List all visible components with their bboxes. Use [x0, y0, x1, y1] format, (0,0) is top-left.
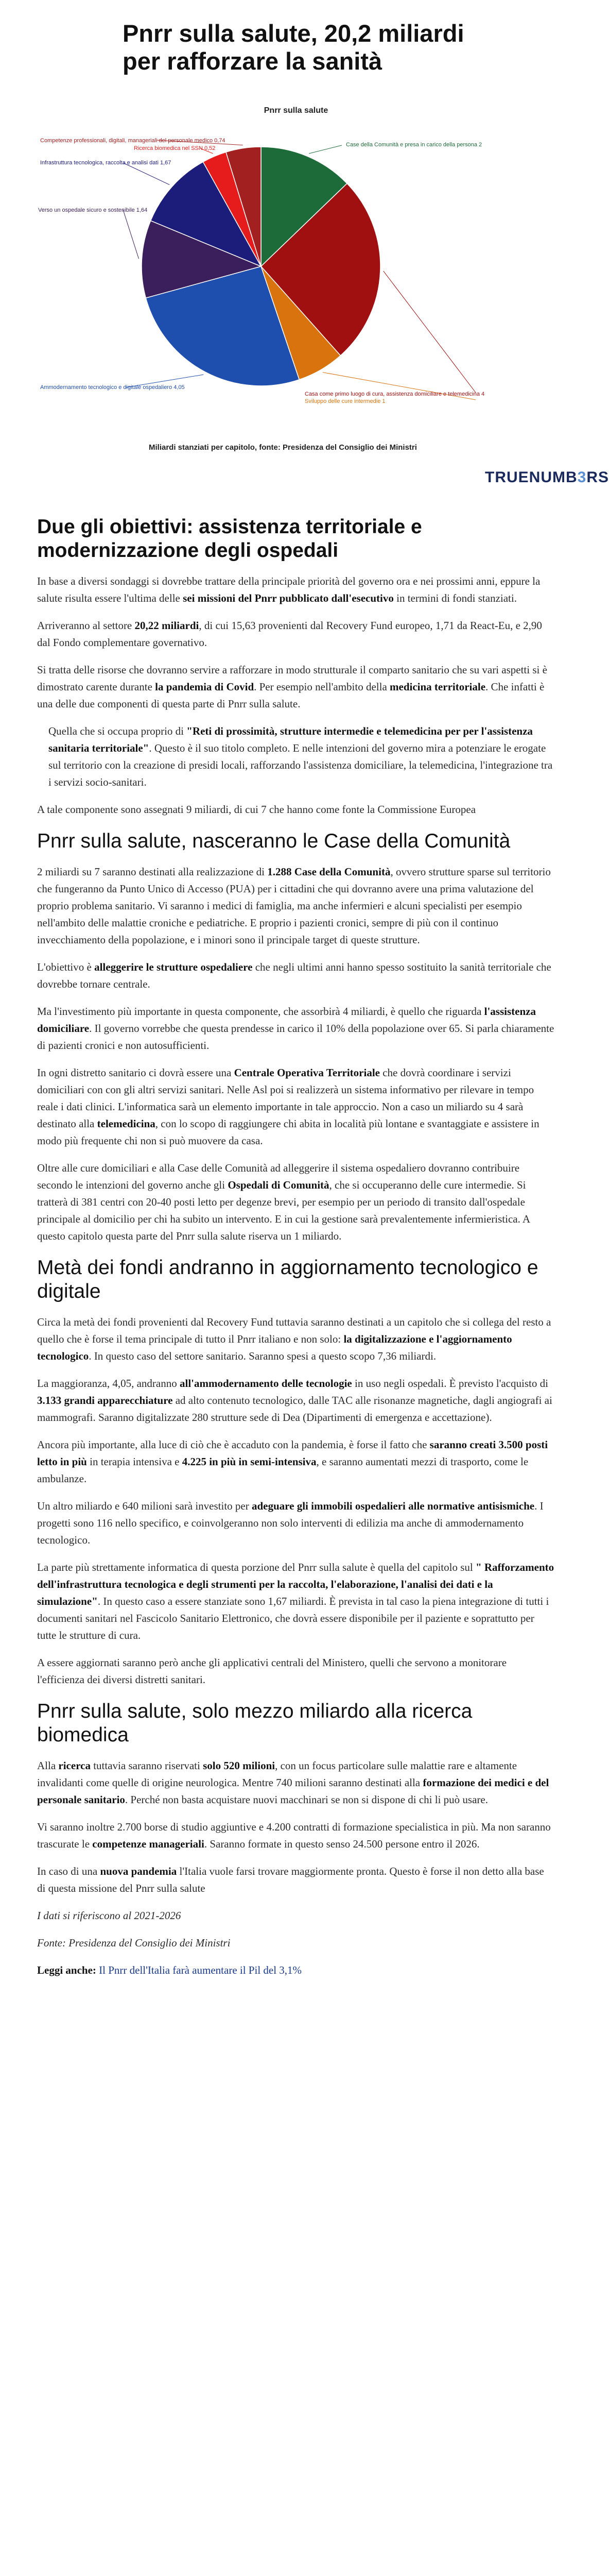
leader-line — [384, 271, 476, 393]
read-also-link[interactable]: Il Pnrr dell'Italia farà aumentare il Pil del 3,1% — [99, 1964, 302, 1976]
label-infrastruttura: Infrastruttura tecnologica, raccolta e analisi dati 1,67 — [40, 160, 171, 166]
paragraph: Quella che si occupa proprio di "Reti di prossimità, strutture intermedie e telemedicina per per l'assistenza sanitaria territoriale". Questo è il suo titolo completo. E nelle intenzioni del governo mira a potenziare le erogate sul territorio con la creazione di presidi locali, rafforzando l'assistenza domiciliare, la telemedicina, l'integrazione tra i servizi socio-sanitari. — [48, 725, 553, 788]
source-note: Fonte: Presidenza del Consiglio dei Ministri — [37, 1937, 231, 1949]
paragraph: Alla ricerca tuttavia saranno riservati solo 520 milioni, con un focus particolare sulle malattie rare e altamente invalidanti come quelle di origine neurologica. Mentre 740 milioni saranno destinati alla formazione dei medici e del personale sanitario. Perché non basta acquistare nuovi macchinari se non si dispone di chi li può usare. — [37, 1759, 549, 1806]
title-line-2: per rafforzare la sanità — [123, 47, 382, 75]
digitalizzazione-link[interactable]: la digitalizzazione e l'aggiornamento tecnologico — [37, 1333, 512, 1362]
label-case-comunita: Case della Comunità e presa in carico della persona 2 — [346, 142, 482, 148]
paragraph: L'obiettivo è alleggerire le strutture ospedaliere che negli ultimi anni hanno spesso sostituito la sanità territoriale che dovrebbe tornare centrale. — [37, 961, 551, 990]
pnrr-link[interactable]: Pnrr pubblicato dall'esecutivo — [254, 592, 394, 604]
section-title-case-comunita: Pnrr sulla salute, nasceranno le Case della Comunità — [37, 830, 511, 852]
paragraph: 2 miliardi su 7 saranno destinati alla realizzazione di 1.288 Case della Comunità, ovvero strutture sparse sul territorio che fungeranno da Punto Unico di Accesso (PUA) per i cittadini che qui dovranno avere una prima valutazione del proprio problema sanitario. Vi saranno i medici di famiglia, ma anche infermieri e alcuni specialisti per esempio nell'ambito delle malattie croniche e pediatriche. E proprio i pazienti cronici, sempre di più con il continuo invecchiamento della popolazione, e i minori sono il principale target di queste strutture. — [37, 866, 551, 946]
covid-link[interactable]: la pandemia di Covid — [155, 681, 254, 693]
brand-logo: TRUENUMB3RS — [485, 469, 609, 486]
paragraph: Ancora più importante, alla luce di ciò che è accaduto con la pandemia, è forse il fatto che saranno creati 3.500 posti letto in più in terapia intensiva e 4.225 in più in semi-intensiva, e saranno aumentati mezzi di trasporto, come le ambulanze. — [37, 1438, 548, 1485]
page-title — [123, 20, 483, 75]
section-title-objectives: Due gli obiettivi: assistenza territoriale e modernizzazione degli ospedali — [37, 516, 422, 562]
leader-line — [309, 145, 342, 154]
chart-caption: Miliardi stanziati per capitolo, fonte: Presidenza del Consiglio dei Ministri — [149, 443, 417, 452]
pie-chart-card — [33, 99, 609, 506]
data-note: I dati si riferiscono al 2021-2026 — [37, 1909, 181, 1922]
paragraph: Arriveranno al settore 20,22 miliardi, di cui 15,63 provenienti dal Recovery Fund europeo, 1,71 da React-Eu, e 2,90 dal Fondo complementare governativo. — [37, 619, 542, 649]
label-ammodernamento: Ammodernamento tecnologico e digitale ospedaliero 4,05 — [40, 384, 185, 391]
paragraph: A tale componente sono assegnati 9 miliardi, di cui 7 che hanno come fonte la Commissione Europea — [37, 803, 476, 816]
chart-title: Pnrr sulla salute — [264, 106, 328, 115]
paragraph: Circa la metà dei fondi provenienti dal Recovery Fund tuttavia saranno destinati a un capitolo che si collega del resto a quello che è forse il tema principale di tutto il Pnrr italiano e non solo: la digitalizzazione e l'aggiornamento tecnologico. In questo caso del settore sanitario. Saranno spesi a questo scopo 7,36 miliardi. — [37, 1316, 551, 1362]
paragraph: Un altro miliardo e 640 milioni sarà investito per adeguare gli immobili ospedalieri alle normative antisismiche. I progetti sono 116 nello specifico, e coinvolgeranno non solo interventi di edilizia ma anche di ammodernamento tecnologico. — [37, 1500, 544, 1546]
label-competenze: Competenze professionali, digitali, manageriali del personale medico 0,74 — [40, 138, 225, 144]
paragraph: La parte più strettamente informatica di questa porzione del Pnrr sulla salute è quella del capitolo sul " Rafforzamento dell'infrastruttura tecnologica e degli strumenti per la raccolta, l'elaborazione, l'analisi dei dati e la simulazione". In questo caso a essere stanziate sono 1,67 miliardi. È prevista in tal caso la piena integrazione di tutti i documenti sanitari nel Fascicolo Sanitario Elettronico, che dovrà essere disponibile per il paziente e soprattutto per tutte le strutture di cura. — [37, 1561, 554, 1641]
label-ospedale-sicuro: Verso un ospedale sicuro e sostenibile 1,64 — [38, 207, 148, 213]
leader-line — [123, 163, 169, 185]
paragraph: Vi saranno inoltre 2.700 borse di studio aggiuntive e 4.200 contratti di formazione specialistica in più. Ma non saranno trascurate le competenze manageriali. Saranno formate in questo senso 24.500 persone entro il 2026. — [37, 1821, 551, 1850]
section-title-ricerca: Pnrr sulla salute, solo mezzo miliardo alla ricerca biomedica — [37, 1700, 473, 1746]
leader-line — [123, 210, 139, 259]
read-also — [37, 1962, 555, 1979]
paragraph: Ma l'investimento più importante in questa componente, che assorbirà 4 miliardi, è quello che riguarda l'assistenza domiciliare. Il governo vorrebbe che questa prendesse in carico il 10% della popolazione over 65. Si parla chiaramente di pazienti cronici e non autosufficienti. — [37, 1005, 554, 1052]
paragraph: In base a diversi sondaggi si dovrebbe trattare della principale priorità del governo ora e nei prossimi anni, eppure la salute risulta essere l'ultima delle sei missioni del Pnrr pubblicato dall'esecutivo in termini di fondi stanziati. — [37, 575, 541, 604]
paragraph: In ogni distretto sanitario ci dovrà essere una Centrale Operativa Territoriale che dovrà coordinare i servizi domiciliari con con gli altri servizi sanitari. Nelle Asl poi si realizzerà un sistema informativo per rilevare in tempo reale i dati clinici. L'informatica sarà un elemento importante in tale approccio. Non a caso un miliardo su 4 sarà destinato alla telemedicina, con lo scopo di raggiungere chi abita in località più lontane e svantaggiate e assistere in modo più frequente chi non si può muovere da casa. — [37, 1066, 540, 1147]
read-also-label: Leggi anche: — [37, 1964, 96, 1976]
article-body — [37, 515, 555, 1989]
paragraph: Oltre alle cure domiciliari e alla Case delle Comunità ad alleggerire il sistema ospedaliero dovranno contribuire secondo le intenzioni del governo anche gli Ospedali di Comunità, che si occuperanno delle cure intermedie. Si tratterà di 381 centri con 20-40 posti letto per degenze brevi, per esempio per un periodo di transito dall'ospedale principale al domicilio per chi ha subito un intervento. E in cui la gestione sarà prevalentemente infermieristica. A questo capitolo questa parte del Pnrr sulla salute riserva un 1 miliardo. — [37, 1162, 530, 1242]
paragraph: In caso di una nuova pandemia l'Italia vuole farsi trovare maggiormente pronta. Questo è forse il non detto alla base di questa missione del Pnrr sulla salute — [37, 1865, 544, 1894]
paragraph: Si tratta delle risorse che dovranno servire a rafforzare in modo strutturale il comparto sanitario che su vari aspetti si è dimostrato carente durante la pandemia di Covid. Per esempio nell'ambito della medicina territoriale. Che infatti è una delle due componenti di questa parte di Pnrr sulla salute. — [37, 664, 547, 710]
title-line-1: Pnrr sulla salute, 20,2 miliardi — [123, 20, 464, 47]
paragraph: La maggioranza, 4,05, andranno all'ammodernamento delle tecnologie in uso negli ospedali. È previsto l'acquisto di 3.133 grandi apparecchiature ad alto contenuto tecnologico, dalle TAC alle risonanze magnetiche, dagli angiografi ai mammografi. Saranno digitalizzate 280 strutture sede di Dea (Dipartimenti di emergenza e accettazione). — [37, 1377, 552, 1423]
paragraph: A essere aggiornati saranno però anche gli applicativi centrali del Ministero, quelli che servono a monitorare l'efficienza dei diversi distretti sanitari. — [37, 1656, 507, 1686]
label-ricerca: Ricerca biomedica nel SSN 0,52 — [134, 145, 216, 151]
label-casa-cura: Casa come primo luogo di cura, assistenza domiciliare e telemedicina 4 — [305, 391, 485, 397]
label-cure-intermedie: Sviluppo delle cure intermedie 1 — [305, 398, 386, 404]
section-title-digitale: Metà dei fondi andranno in aggiornamento tecnologico e digitale — [37, 1257, 538, 1302]
